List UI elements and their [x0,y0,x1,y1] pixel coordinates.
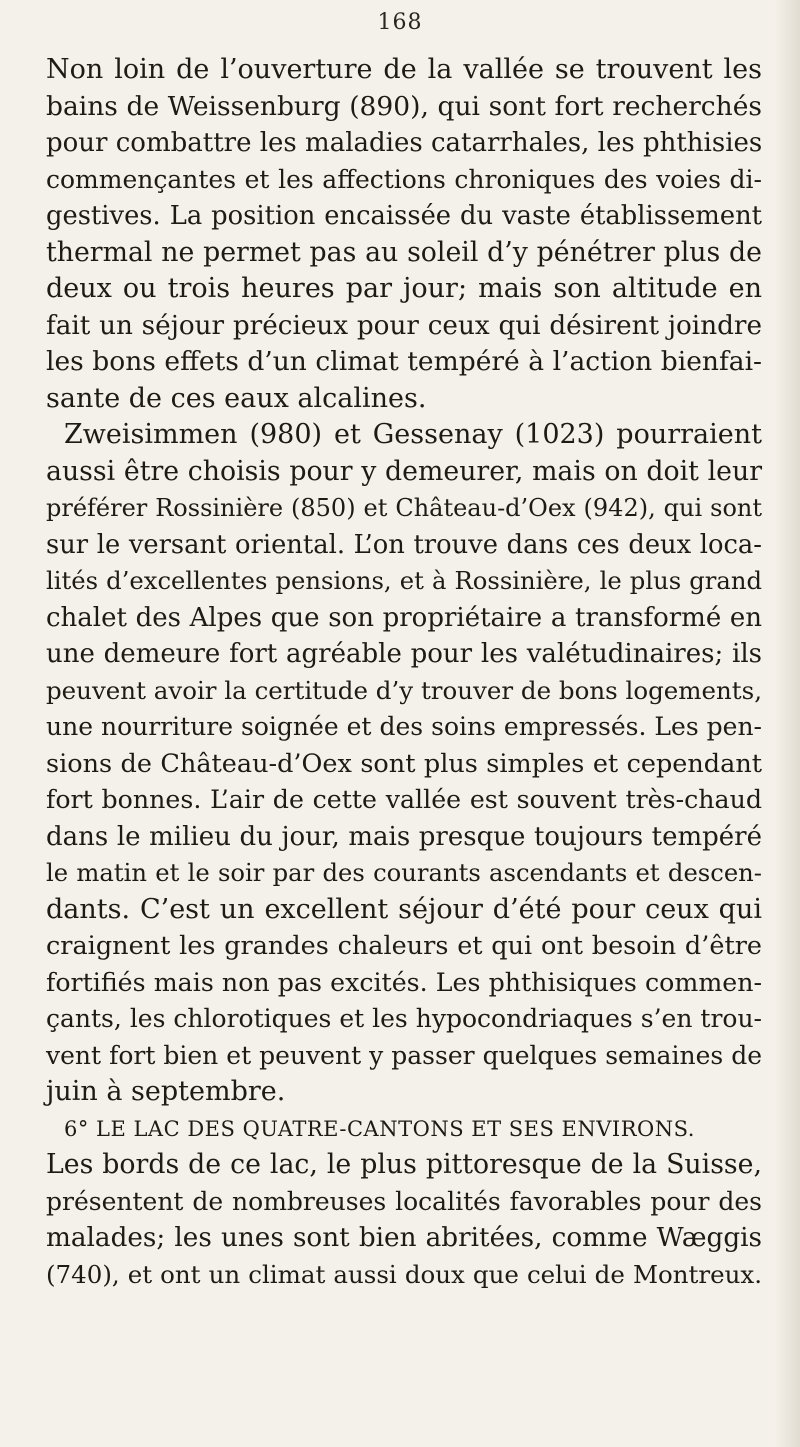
page-edge-shadow [774,0,800,1447]
text-line: aussi être choisis pour y demeurer, mais on doit leur [46,455,762,487]
text-line: Zweisimmen (980) et Gessenay (1023) pourraient [64,419,762,450]
text-line: Les bords de ce lac, le plus pittoresque de la Suisse, [46,1149,762,1180]
text-line: lités d’excellentes pensions, et à Rossinière, le plus grand [46,566,762,595]
section-heading: 6° LE LAC DES QUATRE-CANTONS ET SES ENVIRONS. [64,1116,695,1141]
text-line: les bons effets d’un climat tempéré à l’action bienfai- [46,346,762,377]
text-line: dants. C’est un excellent séjour d’été pour ceux qui [46,893,762,925]
text-line: bains de Weissenburg (890), qui sont fort recherchés [46,90,762,122]
text-line: une nourriture soignée et des soins empressés. Les pen- [46,712,762,741]
text-line: deux ou trois heures par jour; mais son altitude en [46,273,762,304]
text-line: dans le milieu du jour, mais presque toujours tempéré [46,821,762,852]
text-line: gestives. La position encaissée du vaste établissement [46,201,762,231]
text-line: juin à septembre. [46,1076,286,1107]
text-line: sante de ces eaux alcalines. [46,382,427,414]
text-line: çants, les chlorotiques et les hypocondriaques s’en trou- [46,1004,762,1033]
text-line: thermal ne permet pas au soleil d’y pénétrer plus de [46,236,762,268]
text-line: malades; les unes sont bien abritées, comme Wæggis [46,1223,762,1253]
text-line: une demeure fort agréable pour les valétudinaires; ils [46,639,762,669]
text-line: chalet des Alpes que son propriétaire a transformé en [46,602,762,633]
text-line: sur le versant oriental. L’on trouve dans ces deux loca- [46,529,762,560]
text-line: (740), et ont un climat aussi doux que celui de Montreux. [46,1259,762,1289]
body-text [46,52,762,1293]
page-number: 168 [377,10,423,35]
text-line: craignent les grandes chaleurs et qui ont besoin d’être [46,931,762,961]
text-line: présentent de nombreuses localités favorables pour des [46,1186,762,1216]
text-line: peuvent avoir la certitude d’y trouver de bons logements, [46,675,762,705]
text-line: pour combattre les maladies catarrhales, les phthisies [46,128,763,158]
text-line: vent fort bien et peuvent y passer quelques semaines de [46,1040,762,1070]
text-line: commençantes et les affections chroniques des voies di- [46,164,762,194]
text-line: le matin et le soir par des courants ascendants et descen- [46,858,762,887]
text-line: sions de Château-d’Oex sont plus simples et cependant [46,748,762,779]
text-line: fort bonnes. L’air de cette vallée est souvent très-chaud [46,785,762,814]
text-line: fortifiés mais non pas excités. Les phthisiques commen- [46,967,762,997]
text-line: préférer Rossinière (850) et Château-d’Oex (942), qui sont [46,494,762,522]
text-line: fait un séjour précieux pour ceux qui désirent joindre [46,310,762,341]
text-line: Non loin de l’ouverture de la vallée se trouvent les [46,54,762,85]
